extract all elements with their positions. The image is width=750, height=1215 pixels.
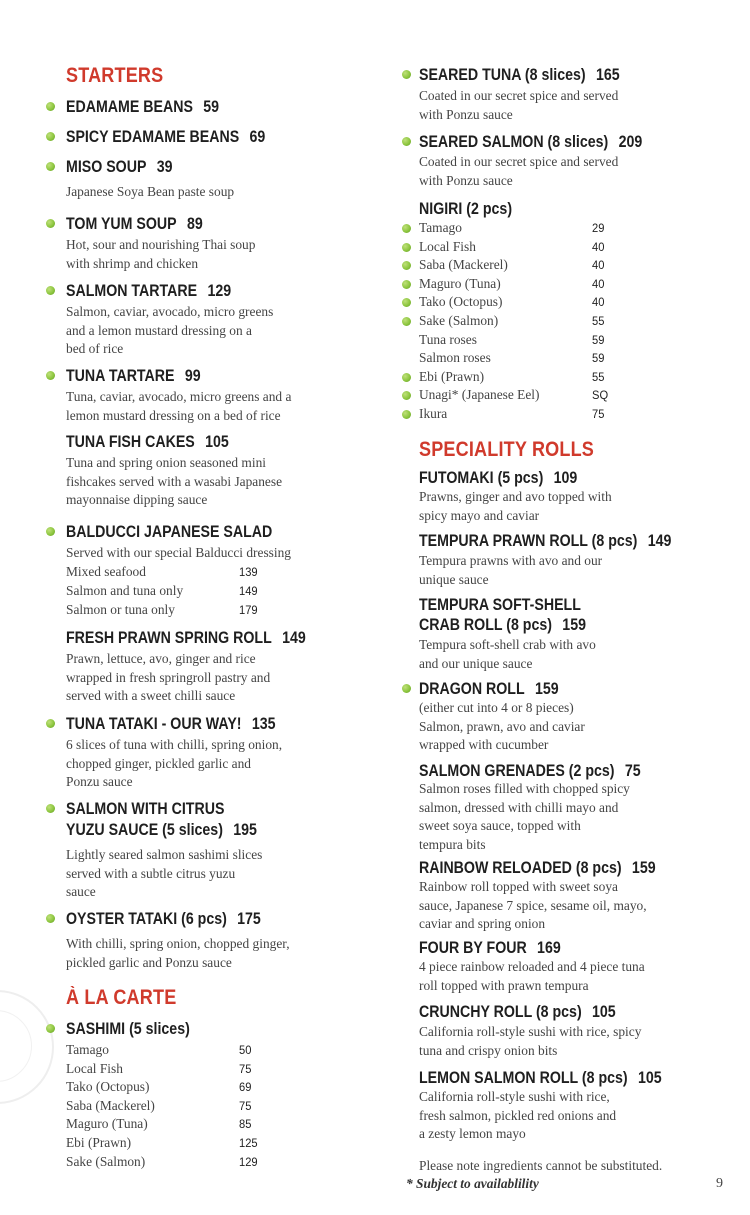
desc-line: wrapped in fresh springroll pastry and: [66, 669, 271, 685]
section-title-speciality-rolls: SPECIALITY ROLLS: [419, 438, 595, 461]
item-price: 75: [624, 762, 641, 780]
item-description: Japanese Soya Bean paste soup: [66, 184, 235, 199]
desc-line: Tuna, caviar, avocado, micro greens and a: [66, 389, 292, 404]
menu-item-oyster-tataki: [66, 909, 261, 929]
desc-line: California roll-style sushi with rice,: [419, 1089, 610, 1104]
vegetarian-dot-icon: [46, 219, 55, 228]
list-item: [66, 1078, 306, 1097]
vegetarian-dot-icon: [46, 102, 55, 111]
item-name: Sake (Salmon): [419, 312, 499, 328]
item-description: [419, 1088, 616, 1144]
desc-line: caviar and spring onion: [419, 916, 546, 932]
item-description: [66, 303, 273, 359]
desc-line: served with a subtle citrus yuzu: [66, 865, 236, 881]
item-price: 165: [595, 66, 620, 84]
item-name: TEMPURA PRAWN ROLL (8 pcs): [419, 532, 638, 550]
item-name: YUZU SAUCE (5 slices): [66, 821, 223, 839]
menu-item-tuna-tartare: [66, 366, 201, 386]
vegetarian-dot-icon: [46, 132, 55, 141]
list-item: [66, 1153, 306, 1172]
desc-line: (either cut into 4 or 8 pieces): [419, 700, 574, 715]
menu-item-japanese-salad: BALDUCCI JAPANESE SALAD: [66, 523, 273, 541]
item-name: CRAB ROLL (8 pcs): [419, 616, 552, 634]
item-description: [419, 153, 618, 190]
item-name: Tuna roses: [419, 331, 477, 347]
menu-item-crunchy-roll: [419, 1002, 616, 1022]
item-name: SALMON GRENADES (2 pcs): [419, 762, 615, 780]
item-price: 159: [562, 616, 586, 634]
item-price: 75: [592, 406, 605, 421]
availability-note: * Subject to availablility: [406, 1176, 539, 1191]
desc-line: Rainbow roll topped with sweet soya: [419, 879, 618, 894]
desc-line: pickled garlic and Ponzu sauce: [66, 954, 232, 970]
item-name: TUNA TARTARE: [66, 367, 175, 385]
salad-option-price: 139: [239, 565, 258, 579]
desc-line: Tuna and spring onion seasoned mini: [66, 455, 266, 470]
list-item: [66, 1115, 306, 1134]
vegetarian-dot-icon: [402, 317, 411, 326]
item-price: 149: [647, 532, 672, 550]
list-item: [402, 331, 622, 350]
item-name: FUTOMAKI (5 pcs): [419, 469, 544, 487]
desc-line: Coated in our secret spice and served: [419, 88, 619, 103]
vegetarian-dot-icon: [402, 224, 411, 233]
menu-item-soft-shell-line1: TEMPURA SOFT-SHELL: [419, 596, 581, 614]
item-price: 59: [203, 98, 220, 116]
item-price: 89: [186, 215, 203, 233]
item-price: 105: [205, 433, 229, 451]
item-price: 135: [251, 715, 276, 733]
item-description: [419, 87, 618, 124]
menu-item-prawn-spring-roll: [66, 628, 306, 648]
desc-line: tempura bits: [419, 836, 486, 852]
desc-line: unique sauce: [419, 571, 489, 587]
desc-line: with Ponzu sauce: [419, 172, 513, 188]
menu-item-futomaki: [419, 468, 577, 488]
list-item: [402, 275, 622, 294]
menu-item-salmon-citrus-line1: SALMON WITH CITRUS: [66, 800, 225, 818]
desc-line: tuna and crispy onion bits: [419, 1042, 558, 1058]
section-title-a-la-carte: À LA CARTE: [66, 986, 177, 1009]
desc-line: With chilli, spring onion, chopped ginger,: [66, 936, 290, 951]
desc-line: wrapped with cucumber: [419, 737, 549, 753]
menu-item-lemon-salmon-roll: [419, 1068, 662, 1088]
item-price: 40: [592, 295, 605, 310]
desc-line: sauce, Japanese 7 spice, sesame oil, mayo,: [419, 897, 647, 913]
item-price: 39: [156, 158, 173, 176]
menu-item-miso-soup: [66, 157, 173, 177]
item-name: TUNA FISH CAKES: [66, 433, 195, 451]
item-name: Tamago: [419, 220, 462, 235]
list-item: [66, 1134, 306, 1153]
salad-option-name: Mixed seafood: [66, 564, 146, 579]
item-price: 175: [237, 910, 261, 928]
item-name: OYSTER TATAKI (6 pcs): [66, 910, 227, 928]
desc-line: Salmon, prawn, avo and caviar: [419, 718, 585, 734]
list-item: [402, 256, 622, 275]
vegetarian-dot-icon: [402, 280, 411, 289]
page-number: 9: [716, 1176, 723, 1191]
item-name: LEMON SALMON ROLL (8 pcs): [419, 1069, 628, 1087]
list-item: [402, 293, 622, 312]
menu-item-tuna-fish-cakes: [66, 432, 229, 452]
item-price: 109: [553, 469, 578, 487]
item-name: Ikura: [419, 405, 448, 421]
item-price: 149: [282, 629, 306, 647]
item-name: Salmon roses: [419, 350, 491, 366]
menu-item-rainbow-reloaded: [419, 858, 656, 878]
item-price: 129: [239, 1154, 258, 1169]
item-name: TUNA TATAKI - OUR WAY!: [66, 715, 242, 733]
desc-line: and our unique sauce: [419, 655, 533, 671]
list-item: [66, 1041, 306, 1060]
item-price: 69: [239, 1080, 252, 1095]
desc-line: bed of rice: [66, 341, 124, 357]
item-price: 105: [637, 1069, 662, 1087]
item-name: Maguro (Tuna): [66, 1116, 148, 1132]
salad-option-name: Salmon or tuna only: [66, 602, 175, 617]
vegetarian-dot-icon: [46, 719, 55, 728]
item-name: SALMON TARTARE: [66, 282, 198, 300]
item-description: [419, 780, 630, 854]
item-price: 59: [592, 332, 605, 347]
menu-item-edamame: [66, 97, 219, 117]
item-price: 169: [537, 939, 561, 957]
vegetarian-dot-icon: [46, 286, 55, 295]
item-name: FOUR BY FOUR: [419, 939, 527, 957]
item-price: 59: [592, 351, 605, 366]
vegetarian-dot-icon: [402, 70, 411, 79]
item-description: [66, 454, 282, 510]
menu-item-tuna-tataki: [66, 714, 276, 734]
menu-item-salmon-tartare: [66, 281, 231, 301]
item-price: 75: [239, 1098, 252, 1113]
vegetarian-dot-icon: [46, 1024, 55, 1033]
item-name: CRUNCHY ROLL (8 pcs): [419, 1003, 582, 1021]
desc-line: Tempura prawns with avo and our: [419, 553, 603, 568]
item-name: Saba (Mackerel): [66, 1097, 155, 1113]
item-price: SQ: [592, 388, 609, 403]
item-description: [419, 636, 596, 673]
desc-line: fresh salmon, pickled red onions and: [419, 1107, 617, 1123]
item-name: EDAMAME BEANS: [66, 98, 193, 116]
item-price: 159: [631, 859, 656, 877]
desc-line: 4 piece rainbow reloaded and 4 piece tuna: [419, 959, 645, 974]
item-description: [66, 388, 291, 425]
list-item: [402, 386, 622, 405]
list-item: [66, 1060, 306, 1079]
item-price: 75: [239, 1061, 252, 1076]
desc-line: Prawn, lettuce, avo, ginger and rice: [66, 651, 256, 666]
desc-line: Salmon roses filled with chopped spicy: [419, 781, 630, 796]
item-name: Tako (Octopus): [419, 294, 503, 310]
list-item: [66, 1097, 306, 1116]
vegetarian-dot-icon: [402, 137, 411, 146]
item-name: FRESH PRAWN SPRING ROLL: [66, 629, 272, 647]
desc-line: with Ponzu sauce: [419, 106, 513, 122]
vegetarian-dot-icon: [402, 298, 411, 307]
desc-line: and a lemon mustard dressing on a: [66, 322, 252, 338]
item-description: [66, 650, 270, 706]
item-price: 29: [592, 221, 605, 235]
item-description: [66, 736, 282, 792]
item-description: [66, 236, 255, 273]
desc-line: sweet soya sauce, topped with: [419, 818, 581, 834]
desc-line: California roll-style sushi with rice, spicy: [419, 1024, 642, 1039]
item-name: DRAGON ROLL: [419, 680, 525, 698]
sashimi-list: [66, 1041, 306, 1171]
list-item: [402, 405, 622, 424]
desc-line: chopped ginger, pickled garlic and: [66, 755, 252, 771]
desc-line: with shrimp and chicken: [66, 255, 199, 271]
menu-item-tempura-prawn-roll: [419, 531, 671, 551]
item-price: 99: [184, 367, 201, 385]
desc-line: Hot, sour and nourishing Thai soup: [66, 237, 256, 252]
menu-item-dragon-roll: [419, 679, 559, 699]
vegetarian-dot-icon: [402, 684, 411, 693]
list-item: [402, 238, 622, 257]
salad-option-price: 149: [239, 584, 258, 598]
item-price: 55: [592, 369, 605, 384]
item-name: RAINBOW RELOADED (8 pcs): [419, 859, 622, 877]
vegetarian-dot-icon: [402, 410, 411, 419]
desc-line: spicy mayo and caviar: [419, 507, 540, 523]
item-name: Ebi (Prawn): [419, 368, 485, 384]
list-item: [402, 349, 622, 368]
desc-line: Salmon, caviar, avocado, micro greens: [66, 304, 274, 319]
desc-line: Lightly seared salmon sashimi slices: [66, 847, 263, 862]
desc-line: Tempura soft-shell crab with avo: [419, 637, 596, 652]
desc-line: fishcakes served with a wasabi Japanese: [66, 473, 283, 489]
desc-line: 6 slices of tuna with chilli, spring onion,: [66, 737, 283, 752]
item-name: SPICY EDAMAME BEANS: [66, 128, 240, 146]
vegetarian-dot-icon: [402, 243, 411, 252]
item-name: Local Fish: [419, 238, 476, 254]
item-name: SEARED TUNA (8 slices): [419, 66, 586, 84]
vegetarian-dot-icon: [46, 527, 55, 536]
menu-item-spicy-edamame: [66, 127, 265, 147]
menu-item-salmon-citrus-line2: [66, 820, 257, 840]
item-name: Local Fish: [66, 1060, 123, 1076]
salad-option-name: Salmon and tuna only: [66, 583, 184, 598]
salad-option-price: 179: [239, 603, 258, 617]
item-price: 105: [592, 1003, 616, 1021]
menu-item-seared-salmon: [419, 132, 642, 152]
item-name: Sake (Salmon): [66, 1153, 146, 1169]
item-price: 159: [534, 680, 559, 698]
item-price: 40: [592, 239, 605, 254]
menu-item-soft-shell-line2: [419, 615, 586, 635]
desc-line: roll topped with prawn tempura: [419, 977, 589, 993]
desc-line: served with a sweet chilli sauce: [66, 688, 236, 704]
item-price: 55: [592, 313, 605, 328]
list-item: [402, 219, 622, 238]
item-price: 40: [592, 276, 605, 291]
item-description: Served with our special Balducci dressing: [66, 545, 291, 560]
item-price: 50: [239, 1043, 252, 1057]
desc-line: lemon mustard dressing on a bed of rice: [66, 407, 281, 423]
vegetarian-dot-icon: [402, 261, 411, 270]
desc-line: Coated in our secret spice and served: [419, 154, 619, 169]
item-name: Ebi (Prawn): [66, 1134, 132, 1150]
item-name: SEARED SALMON (8 slices): [419, 133, 609, 151]
substitution-note: Please note ingredients cannot be substituted.: [419, 1158, 663, 1173]
vegetarian-dot-icon: [46, 371, 55, 380]
item-name: Maguro (Tuna): [419, 275, 501, 291]
section-title-starters: STARTERS: [66, 64, 164, 87]
menu-item-four-by-four: [419, 938, 561, 958]
vegetarian-dot-icon: [46, 804, 55, 813]
item-description: [419, 488, 612, 525]
item-name: Saba (Mackerel): [419, 257, 508, 273]
item-name: TOM YUM SOUP: [66, 215, 177, 233]
item-price: 40: [592, 258, 605, 273]
item-name: MISO SOUP: [66, 158, 147, 176]
item-description: [419, 699, 585, 755]
item-price: 85: [239, 1117, 252, 1132]
desc-line: Ponzu sauce: [66, 774, 133, 790]
item-description: [66, 846, 262, 902]
desc-line: Prawns, ginger and avo topped with: [419, 489, 612, 504]
nigiri-list: [402, 219, 622, 424]
menu-item-sashimi: SASHIMI (5 slices): [66, 1020, 190, 1038]
vegetarian-dot-icon: [46, 162, 55, 171]
item-price: 69: [249, 128, 266, 146]
menu-item-salmon-grenades: [419, 761, 641, 781]
item-description: [419, 1023, 641, 1060]
item-name: Tamago: [66, 1042, 109, 1057]
menu-item-nigiri: NIGIRI (2 pcs): [419, 200, 513, 218]
item-name: Tako (Octopus): [66, 1079, 150, 1095]
desc-line: salmon, dressed with chilli mayo and: [419, 799, 619, 815]
vegetarian-dot-icon: [402, 373, 411, 382]
item-description: [419, 552, 602, 589]
item-price: 125: [239, 1135, 258, 1150]
list-item: [402, 312, 622, 331]
list-item: [402, 368, 622, 387]
desc-line: sauce: [66, 884, 96, 900]
item-price: 209: [618, 133, 643, 151]
desc-line: mayonnaise dipping sauce: [66, 492, 208, 508]
item-name: Unagi* (Japanese Eel): [419, 387, 540, 403]
item-description: [419, 958, 645, 995]
vegetarian-dot-icon: [402, 391, 411, 400]
item-price: 129: [207, 282, 232, 300]
item-price: 195: [233, 821, 257, 839]
desc-line: a zesty lemon mayo: [419, 1126, 526, 1142]
menu-item-tom-yum: [66, 214, 203, 234]
menu-item-seared-tuna: [419, 65, 620, 85]
item-description: [66, 935, 290, 972]
vegetarian-dot-icon: [46, 914, 55, 923]
item-description: [419, 878, 647, 934]
